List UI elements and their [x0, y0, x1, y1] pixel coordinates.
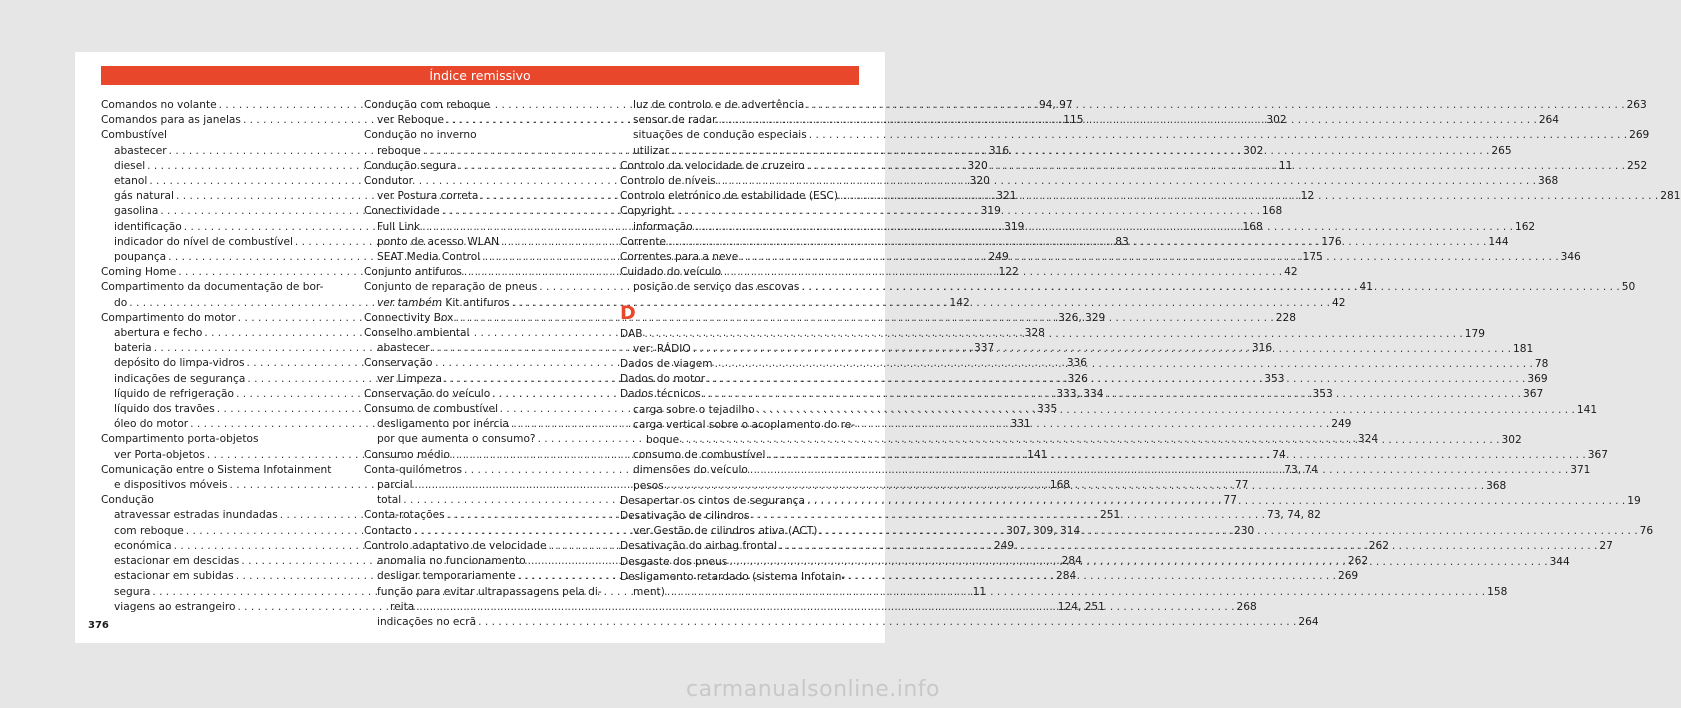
entry-term: Desligamento retardado (sistema Infotain-: [620, 570, 846, 583]
page-reference: 94, 97: [1038, 99, 1073, 111]
entry-term: indicações no ecrã: [377, 615, 477, 628]
entry-term: posição de serviço das escovas: [633, 281, 800, 294]
entry-term: Conservação do veículo: [364, 387, 491, 400]
index-entry: [620, 509, 858, 524]
entry-term: e dispositivos móveis: [114, 479, 228, 492]
dot-leader: [807, 159, 1625, 174]
index-entry: [101, 432, 339, 447]
page-reference: 73, 74, 82: [1266, 509, 1321, 522]
page-reference: 371: [1570, 464, 1591, 477]
page-reference: 252: [1626, 159, 1648, 172]
page-reference: 367: [1523, 388, 1544, 401]
page-reference: 168: [1242, 220, 1263, 233]
letter-heading-d: D: [620, 301, 636, 324]
page-reference: 369: [1527, 373, 1548, 386]
entry-term: segura: [114, 585, 151, 598]
entry-term: Controlo de níveis: [620, 175, 716, 188]
entry-term: utilizar: [633, 144, 670, 157]
dot-leader: [668, 235, 1486, 250]
dot-leader: [666, 479, 1484, 494]
page-reference: 265: [1491, 144, 1512, 157]
dot-leader: [719, 113, 1537, 128]
entry-term: sensor de radar: [633, 114, 717, 127]
dot-leader: [478, 615, 1296, 630]
entry-term: anomalia no funcionamento: [377, 555, 526, 568]
page-reference: 176: [1321, 235, 1342, 248]
entry-term: Comandos no volante: [101, 99, 217, 111]
page-reference: 324: [1357, 433, 1379, 446]
page-reference: 337: [973, 342, 995, 355]
page-reference: 346: [1560, 251, 1581, 264]
dot-leader: [767, 448, 1585, 463]
page-reference: 158: [1487, 586, 1508, 599]
entry-term: Conta-rotações: [364, 509, 445, 522]
entry-term: Controlo adaptativo de velocidade: [364, 539, 547, 552]
entry-term: estacionar em descidas: [114, 555, 240, 568]
entry-term: Consumo médio: [364, 448, 450, 461]
entry-term: Condução no inverno: [364, 129, 477, 142]
page-reference: 328: [1024, 327, 1045, 340]
entry-term: Dados do motor: [620, 373, 706, 386]
entry-term: desligar temporariamente: [377, 570, 516, 583]
entry-term: ver Limpeza: [377, 372, 442, 385]
entry-term: abertura e fecho: [114, 327, 203, 340]
entry-term: SEAT Media Control: [377, 251, 481, 264]
page-reference: 11: [1278, 159, 1293, 172]
entry-term: Connectivity Box: [364, 311, 454, 324]
index-entry: [364, 98, 602, 113]
page-reference: 353: [1264, 372, 1285, 385]
index-entry: [101, 493, 339, 508]
page-reference: 367: [1587, 449, 1608, 462]
index-entry: [364, 128, 602, 143]
page-reference: 181: [1513, 342, 1534, 355]
page-reference: 77: [1234, 479, 1249, 492]
entry-term: Consumo de combustível: [364, 403, 499, 416]
page-reference: 333, 334: [1056, 387, 1104, 400]
dot-leader: [693, 342, 1511, 357]
page-reference: 353: [1312, 387, 1333, 400]
index-entry: [101, 463, 339, 478]
dot-leader: [807, 494, 1625, 509]
entry-term-continuation: ment): [633, 586, 665, 599]
page-reference: 76: [1639, 525, 1654, 538]
entry-term: Compartimento do motor: [101, 311, 236, 324]
entry-term: Dados técnicos: [620, 388, 701, 401]
section-header: Índice remissivo: [101, 66, 859, 85]
page-reference: 249: [988, 251, 1009, 264]
page-reference: 302: [1266, 114, 1287, 127]
dot-leader: [416, 600, 1234, 615]
page-reference: 162: [1514, 220, 1536, 233]
page-reference: 11: [972, 585, 987, 598]
page-reference: 316: [1251, 342, 1273, 355]
entry-term: abastecer: [377, 342, 430, 355]
entry-term: gasolina: [114, 205, 159, 218]
dot-leader: [695, 220, 1513, 235]
entry-term-continuation: reita: [390, 600, 415, 613]
entry-term: Dados de viagem: [620, 358, 713, 371]
entry-term: função para evitar ultrapassagens pela di-: [377, 585, 602, 598]
page-reference: 175: [1302, 251, 1323, 264]
index-entry: [101, 128, 339, 143]
page-reference: 321: [996, 190, 1017, 203]
page-reference: 262: [1368, 539, 1390, 552]
page-reference: 319: [980, 205, 1001, 218]
page-reference: 179: [1464, 327, 1486, 340]
dot-leader: [464, 265, 1282, 280]
entry-term: total: [377, 494, 402, 507]
entry-term: líquido de refrigeração: [114, 387, 235, 400]
page-reference: 302: [1501, 434, 1522, 447]
entry-term: Full Link: [377, 220, 421, 233]
entry-term: carga vertical sobre o acoplamento do re-: [633, 418, 856, 431]
index-entry: [364, 326, 602, 341]
entry-term: Conectividade: [364, 205, 440, 218]
page-reference: 115: [1063, 114, 1084, 127]
page-reference: 320: [967, 159, 988, 172]
page-reference: 122: [998, 266, 1019, 279]
page-reference: 264: [1298, 615, 1319, 628]
dot-leader: [740, 250, 1558, 265]
entry-term: Coming Home: [101, 266, 177, 279]
page-reference: 124, 251: [1057, 600, 1105, 613]
entry-term: indicações de segurança: [114, 372, 246, 385]
page-reference: 284: [1056, 570, 1077, 583]
dot-leader: [703, 387, 1521, 402]
dot-leader: [840, 189, 1658, 204]
entry-term: Copyright: [620, 205, 672, 218]
page-reference: 74: [1272, 448, 1286, 461]
entry-term-continuation: boque: [646, 434, 680, 447]
entry-term: etanol: [114, 175, 148, 188]
entry-term: Conjunto antifuros: [364, 266, 462, 279]
page-reference: 19: [1627, 494, 1641, 507]
page-reference: 307, 309, 314: [1006, 524, 1081, 537]
dot-leader: [801, 280, 1619, 295]
entry-term: Desgaste dos pneus: [620, 555, 728, 568]
entry-term: carga sobre o tejadilho: [633, 403, 755, 416]
entry-term: Conservação: [364, 357, 433, 370]
entry-term: viagens ao estrangeiro: [114, 600, 236, 613]
entry-term: diesel: [114, 159, 146, 172]
index-entry: [364, 402, 602, 417]
page-reference: 41: [1359, 281, 1374, 294]
entry-term: gás natural: [114, 190, 174, 203]
page-reference: 268: [1236, 600, 1257, 613]
entry-term: bateria: [114, 342, 152, 355]
dot-leader: [779, 539, 1597, 554]
dot-leader: [729, 555, 1547, 570]
entry-term: estacionar em subidas: [114, 570, 234, 583]
dot-leader: [455, 311, 1273, 326]
entry-term: Condução com reboque: [364, 99, 490, 111]
page-reference: 262: [1347, 555, 1369, 568]
entry-term: [377, 296, 510, 311]
entry-term-italic: ver também: [377, 296, 443, 309]
entry-term: ver Porta-objetos: [114, 448, 205, 461]
page-reference: 142: [949, 296, 970, 309]
page-reference: 263: [1626, 99, 1647, 111]
entry-term: ver Postura correta: [377, 190, 479, 203]
page-reference: 73, 74: [1284, 463, 1318, 476]
entry-term: Condução segura: [364, 159, 457, 172]
dot-leader: [809, 128, 1627, 143]
page-reference: 42: [1332, 296, 1346, 309]
page-reference: 249: [993, 539, 1015, 552]
dot-leader: [707, 372, 1525, 387]
dot-leader: [819, 524, 1637, 539]
page-reference: 344: [1549, 555, 1570, 568]
entry-term: reboque: [377, 144, 421, 157]
entry-term-rest: Kit antifuros: [442, 296, 510, 309]
entry-term: desligamento por inércia: [377, 418, 509, 431]
entry-term: atravessar estradas inundadas: [114, 509, 278, 522]
entry-term: ponto de acesso WLAN: [377, 235, 500, 248]
dot-leader: [806, 98, 1624, 113]
entry-term: informação: [633, 220, 693, 233]
entry-term: Comunicação entre o Sistema Infotainment: [101, 463, 332, 476]
entry-term: Combustível: [101, 129, 167, 142]
entry-term: Contacto: [364, 524, 412, 537]
entry-term: Condução: [101, 494, 154, 507]
entry-term: Correntes para a neve: [620, 251, 739, 264]
page-reference: 284: [1061, 555, 1082, 568]
dot-leader: [757, 403, 1575, 418]
entry-term: ver: RÁDIO: [633, 342, 691, 355]
dot-leader: [667, 585, 1485, 600]
entry-term: Condutor: [364, 175, 414, 188]
entry-term: identificação: [114, 220, 182, 233]
page-reference: 141: [1027, 448, 1048, 461]
page-reference: 42: [1284, 266, 1298, 279]
page-reference: 168: [1262, 205, 1283, 218]
entry-term: consumo de combustível: [633, 449, 766, 462]
dot-leader: [645, 327, 1463, 342]
entry-term: óleo do motor: [114, 418, 189, 431]
entry-term: Desativação do airbag frontal: [620, 540, 778, 553]
entry-term: Desapertar os cintos de segurança: [620, 494, 805, 507]
page-reference: 320: [969, 175, 990, 188]
index-entry: [620, 128, 1650, 143]
page-reference: 335: [1037, 403, 1058, 416]
page-reference: 326, 329: [1058, 311, 1106, 324]
index-entry: [620, 204, 858, 219]
entry-term: Compartimento porta-objetos: [101, 433, 259, 446]
entry-term: depósito do limpa-vidros: [114, 357, 245, 370]
index-entry: [364, 615, 1319, 630]
page-reference: 302: [1243, 144, 1264, 157]
entry-term: Conjunto de reparação de pneus: [364, 281, 538, 294]
page-reference: 50: [1621, 281, 1636, 294]
page-reference: 264: [1538, 114, 1560, 127]
entry-term: Controlo da velocidade de cruzeiro: [620, 159, 805, 172]
dot-leader: [718, 174, 1536, 189]
page-reference: 78: [1534, 358, 1549, 371]
page-reference: 336: [1066, 357, 1088, 370]
page-reference: 83: [1115, 235, 1129, 248]
page-reference: 326: [1067, 372, 1088, 385]
page-reference: 249: [1331, 418, 1352, 431]
index-entry: [364, 356, 602, 371]
page-reference: 77: [1223, 494, 1238, 507]
entry-term: Conselho ambiental: [364, 327, 470, 340]
page-reference: 27: [1599, 540, 1613, 553]
page-reference: 141: [1576, 403, 1598, 416]
page-reference: 168: [1049, 479, 1071, 492]
entry-term: Cuidado do veículo: [620, 266, 722, 279]
entry-term: ver Gestão de cilindros ativa (ACT): [633, 525, 818, 538]
entry-term: abastecer: [114, 144, 167, 157]
index-entry: [620, 265, 858, 280]
entry-term: DAB: [620, 327, 643, 340]
dot-leader: [671, 144, 1489, 159]
page-reference: 368: [1537, 175, 1559, 188]
entry-term: luz de controlo e de advertência: [633, 99, 805, 111]
entry-term: com reboque: [114, 524, 184, 537]
entry-term: parcial: [377, 479, 413, 492]
dot-leader: [750, 463, 1568, 478]
page-number: 376: [88, 620, 109, 631]
entry-term: líquido dos travões: [114, 403, 215, 416]
entry-term: Compartimento da documentação de bor-: [101, 281, 324, 294]
page-reference: 230: [1234, 524, 1255, 537]
entry-term: Conta-quilómetros: [364, 463, 462, 476]
entry-term: situações de condução especiais: [633, 129, 807, 142]
entry-term: poupança: [114, 251, 167, 264]
entry-term: ver Reboque: [377, 114, 445, 127]
page-reference: 368: [1486, 479, 1507, 492]
entry-term: Comandos para as janelas: [101, 114, 241, 127]
page-reference: 12: [1300, 190, 1315, 203]
dot-leader: [715, 357, 1533, 372]
entry-term: pesos: [633, 479, 664, 492]
page-reference: 281: [1660, 190, 1681, 203]
entry-term: Corrente: [620, 235, 667, 248]
page-reference: 316: [988, 144, 1010, 157]
page-reference: 331: [1010, 418, 1031, 431]
page-reference: 269: [1629, 129, 1650, 142]
page-reference: 269: [1337, 570, 1359, 583]
entry-term: Desativação de cilindros: [620, 510, 750, 523]
page-reference: 228: [1275, 311, 1296, 324]
watermark-text: carmanualsonline.info: [686, 677, 940, 702]
index-entry: [364, 174, 602, 189]
entry-term: dimensões do veículo: [633, 464, 748, 477]
dot-leader: [681, 433, 1499, 448]
entry-term: indicador do nível de combustível: [114, 235, 293, 248]
entry-term: por que aumenta o consumo?: [377, 433, 536, 446]
entry-term-continuation: do: [114, 296, 128, 309]
page-reference: 251: [1100, 509, 1121, 522]
entry-term: económica: [114, 539, 172, 552]
entry-term: Controlo eletrónico de estabilidade (ESC): [620, 190, 838, 203]
page-reference: 144: [1488, 235, 1509, 248]
page-reference: 319: [1004, 220, 1025, 233]
